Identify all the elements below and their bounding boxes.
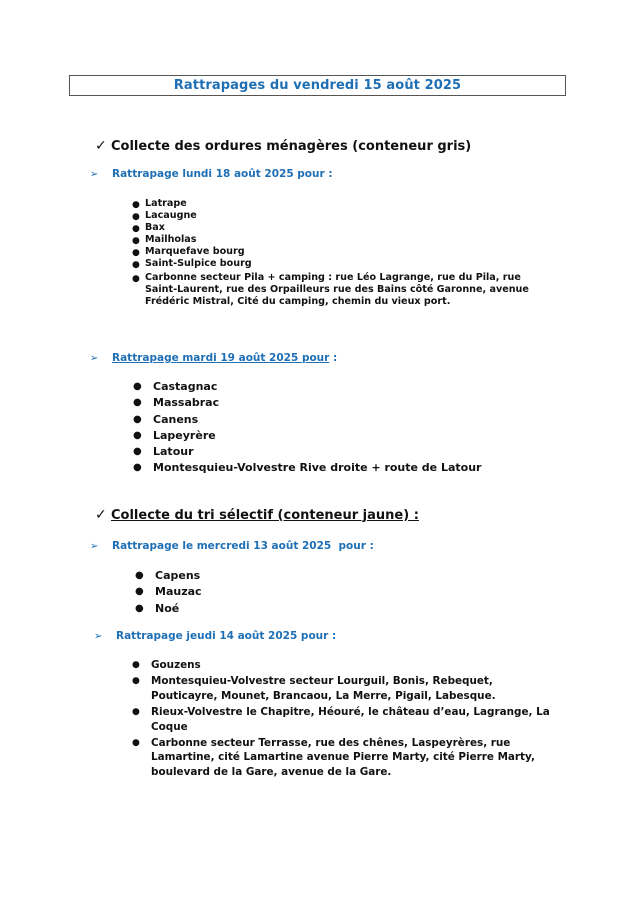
list-item: ● Lacaugne: [132, 210, 552, 222]
subsection-monday: [90, 168, 333, 180]
list-item: ● Saint-Sulpice bourg: [132, 258, 552, 270]
subsection-tuesday: [90, 352, 337, 364]
town-list: [135, 568, 555, 617]
town-list: [133, 379, 553, 477]
arrow-right-icon: ➢: [94, 630, 103, 642]
bullet-icon: ●: [133, 446, 142, 458]
arrow-right-icon: ➢: [90, 352, 99, 364]
bullet-icon: ●: [132, 707, 140, 718]
town-list: [132, 198, 552, 308]
list-item: ● Massabrac: [133, 395, 553, 411]
subsection-title: Rattrapage jeudi 14 août 2025 pour :: [116, 630, 337, 642]
list-item: ● Rieux-Volvestre le Chapitre, Héouré, le château d’eau, Lagrange, La Coque: [132, 706, 550, 733]
bullet-icon: ●: [132, 248, 140, 258]
subsection-title: Rattrapage lundi 18 août 2025 pour :: [112, 168, 333, 180]
subsection-thursday: [94, 630, 336, 642]
bullet-icon: ●: [133, 462, 142, 474]
bullet-icon: ●: [133, 413, 142, 425]
section-selective-sorting: [95, 507, 419, 523]
bullet-icon: ●: [132, 260, 140, 270]
bullet-icon: ●: [132, 236, 140, 246]
title-box: [69, 75, 566, 96]
list-item: ● Carbonne secteur Terrasse, rue des chênes, Laspeyrères, rue Lamartine, cité Lamartine avenue Pierre Marty, cité Pierre Marty, boulevard de la Gare, avenue de la Gare.: [132, 737, 535, 778]
bullet-icon: ●: [132, 274, 140, 284]
list-item: ● Mailholas: [132, 234, 552, 246]
bullet-icon: ●: [132, 224, 140, 234]
list-item: ● Montesquieu-Volvestre Rive droite + route de Latour: [133, 460, 553, 476]
subsection-title: Rattrapage mardi 19 août 2025 pour: [112, 352, 330, 364]
list-item: ● Bax: [132, 222, 552, 234]
subsection-title: Rattrapage le mercredi 13 août 2025 pour :: [112, 540, 374, 552]
list-item: ● Marquefave bourg: [132, 246, 552, 258]
list-item: ● Montesquieu-Volvestre secteur Lourguil, Bonis, Rebequet, Pouticayre, Mounet, Brancaou, La Merre, Pigail, Labesque.: [132, 675, 496, 702]
list-item: ● Carbonne secteur Pila + camping : rue Léo Lagrange, rue du Pila, rue Saint-Laurent, rue des Orpailleurs rue des Bains côté Garonne, avenue Frédéric Mistral, Cité du camping, chemin du vieux port.: [132, 272, 529, 307]
checkmark-icon: ✓: [95, 507, 107, 523]
bullet-icon: ●: [132, 738, 140, 749]
bullet-icon: ●: [135, 570, 144, 581]
subsection-title-suffix: :: [329, 352, 338, 364]
bullet-icon: ●: [132, 676, 140, 687]
bullet-icon: ●: [132, 660, 140, 670]
bullet-icon: ●: [133, 429, 142, 441]
list-item: ● Canens: [133, 412, 553, 428]
list-item: ● Mauzac: [135, 584, 555, 600]
bullet-icon: ●: [132, 200, 140, 210]
section-title: Collecte du tri sélectif (conteneur jaune) :: [111, 507, 419, 523]
arrow-right-icon: ➢: [90, 540, 99, 552]
bullet-icon: ●: [135, 586, 144, 598]
page-title: Rattrapages du vendredi 15 août 2025: [173, 78, 462, 93]
list-item: ● Latrape: [132, 198, 552, 210]
list-item: ● Gouzens: [132, 659, 201, 671]
list-item: ● Lapeyrère: [133, 428, 553, 444]
section-household-waste: [95, 138, 471, 154]
subsection-wednesday: [90, 540, 374, 552]
section-title: Collecte des ordures ménagères (conteneur gris): [111, 138, 472, 154]
list-item: ● Capens: [135, 568, 555, 584]
list-item: ● Latour: [133, 444, 553, 460]
bullet-icon: ●: [133, 381, 142, 392]
list-item: ● Castagnac: [133, 379, 553, 395]
bullet-icon: ●: [132, 212, 140, 222]
bullet-icon: ●: [133, 397, 142, 409]
checkmark-icon: ✓: [95, 138, 107, 154]
bullet-icon: ●: [135, 602, 144, 614]
town-list: [132, 658, 562, 779]
list-item: ● Noé: [135, 601, 555, 617]
arrow-right-icon: ➢: [90, 168, 99, 180]
